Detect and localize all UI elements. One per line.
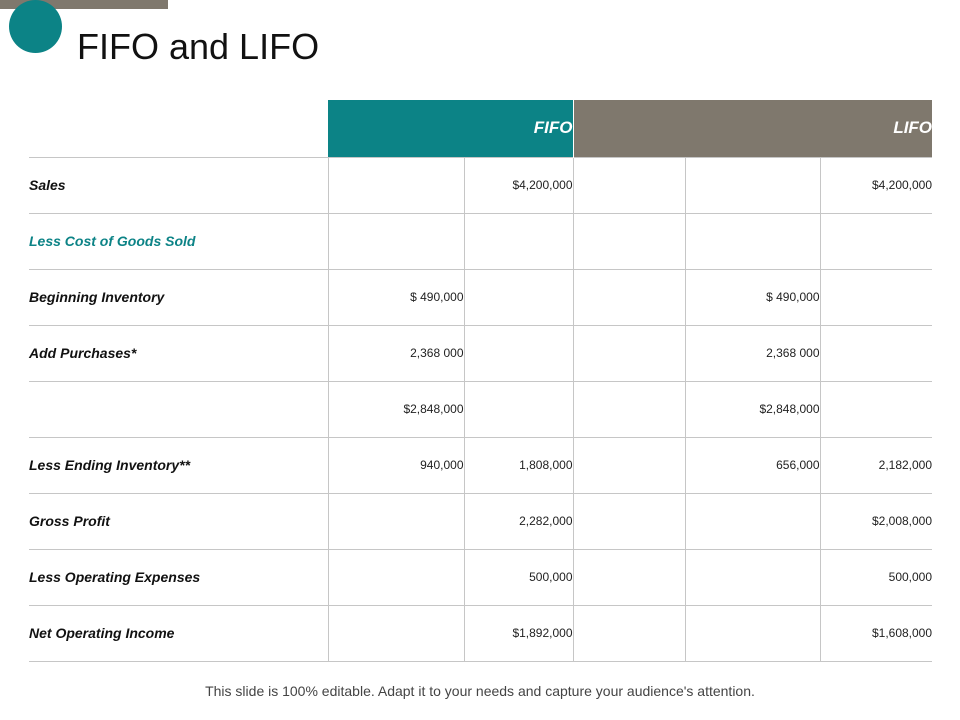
fifo-lifo-table	[29, 100, 932, 662]
value-cell	[820, 269, 932, 325]
value-cell	[573, 157, 685, 213]
value-cell	[685, 213, 820, 269]
row-label: Add Purchases*	[29, 325, 328, 381]
table-row	[29, 437, 932, 493]
lifo-header: LIFO	[573, 100, 932, 157]
value-cell	[464, 213, 573, 269]
value-cell: 500,000	[820, 549, 932, 605]
value-cell: $2,848,000	[685, 381, 820, 437]
value-cell	[328, 213, 464, 269]
value-cell	[464, 325, 573, 381]
value-cell	[685, 493, 820, 549]
value-cell	[573, 381, 685, 437]
value-cell: $4,200,000	[820, 157, 932, 213]
table-row	[29, 381, 932, 437]
value-cell: $1,892,000	[464, 605, 573, 661]
footer-note: This slide is 100% editable. Adapt it to your needs and capture your audience's attention.	[205, 683, 755, 699]
row-label: Net Operating Income	[29, 605, 328, 661]
table-row	[29, 493, 932, 549]
value-cell: 940,000	[328, 437, 464, 493]
value-cell: 500,000	[464, 549, 573, 605]
value-cell: $1,608,000	[820, 605, 932, 661]
row-label: Less Cost of Goods Sold	[29, 213, 328, 269]
row-label: Less Ending Inventory**	[29, 437, 328, 493]
value-cell	[573, 325, 685, 381]
value-cell: 1,808,000	[464, 437, 573, 493]
value-cell	[573, 269, 685, 325]
value-cell: $ 490,000	[685, 269, 820, 325]
value-cell	[328, 157, 464, 213]
table-row	[29, 269, 932, 325]
row-label: Less Operating Expenses	[29, 549, 328, 605]
value-cell	[685, 605, 820, 661]
value-cell: $ 490,000	[328, 269, 464, 325]
value-cell	[573, 437, 685, 493]
value-cell	[464, 269, 573, 325]
value-cell: $2,848,000	[328, 381, 464, 437]
slide-title: FIFO and LIFO	[77, 26, 320, 67]
value-cell: 2,368 000	[685, 325, 820, 381]
row-label: Beginning Inventory	[29, 269, 328, 325]
value-cell: 656,000	[685, 437, 820, 493]
table-header-row	[29, 100, 932, 157]
value-cell: 2,182,000	[820, 437, 932, 493]
table-row	[29, 605, 932, 661]
value-cell	[328, 549, 464, 605]
value-cell	[573, 493, 685, 549]
value-cell	[328, 605, 464, 661]
table-body	[29, 157, 932, 661]
table-row	[29, 213, 932, 269]
value-cell	[573, 213, 685, 269]
value-cell: $2,008,000	[820, 493, 932, 549]
value-cell	[573, 549, 685, 605]
header-blank-cell	[29, 100, 328, 157]
value-cell	[685, 549, 820, 605]
table-row	[29, 157, 932, 213]
value-cell	[820, 213, 932, 269]
row-label: Sales	[29, 157, 328, 213]
table-row	[29, 549, 932, 605]
value-cell	[685, 157, 820, 213]
value-cell	[464, 381, 573, 437]
value-cell: 2,368 000	[328, 325, 464, 381]
value-cell	[820, 381, 932, 437]
row-label: Gross Profit	[29, 493, 328, 549]
value-cell	[820, 325, 932, 381]
fifo-header: FIFO	[328, 100, 573, 157]
row-label	[29, 381, 328, 437]
table-row	[29, 325, 932, 381]
value-cell	[328, 493, 464, 549]
value-cell: 2,282,000	[464, 493, 573, 549]
value-cell	[573, 605, 685, 661]
decorative-circle	[9, 0, 62, 53]
value-cell: $4,200,000	[464, 157, 573, 213]
